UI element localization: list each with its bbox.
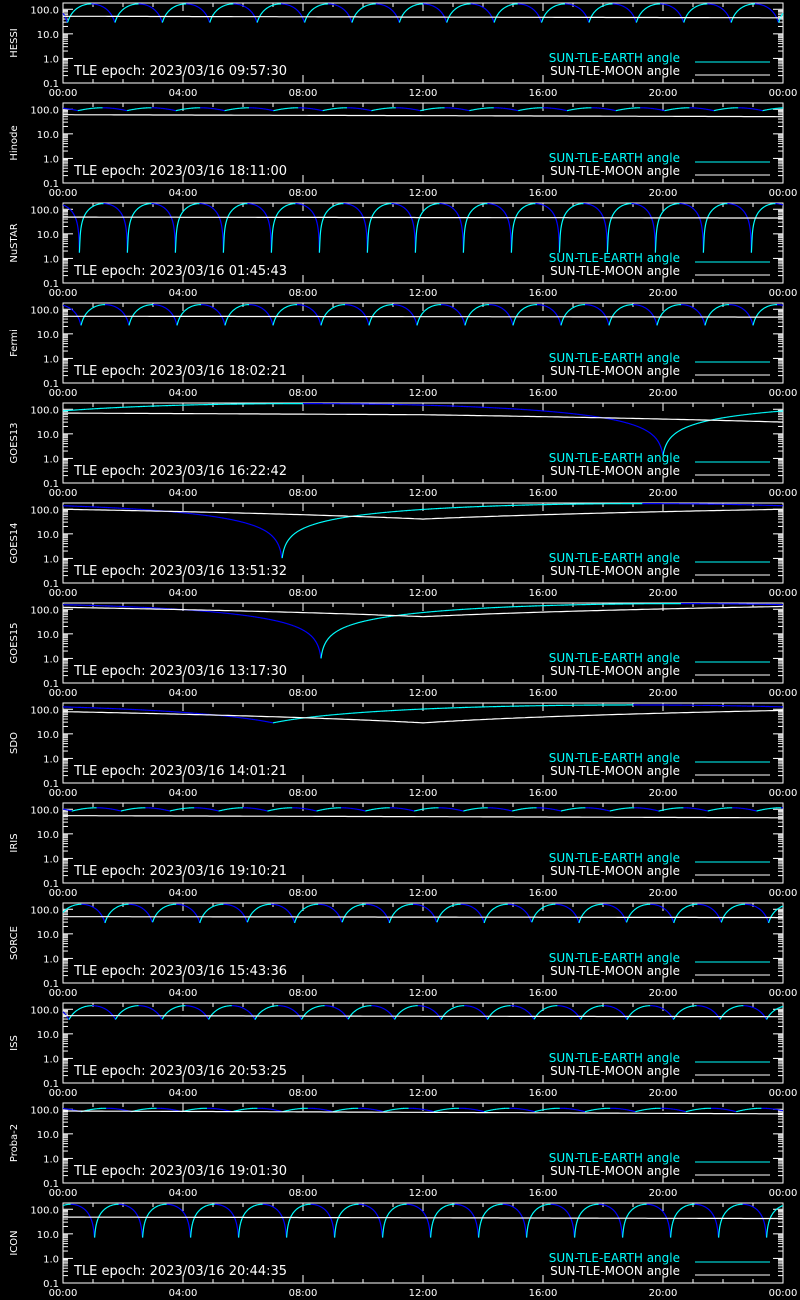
earth-angle-line-rising bbox=[78, 108, 783, 111]
moon-angle-line bbox=[63, 1111, 783, 1114]
moon-angle-series bbox=[63, 16, 783, 18]
earth-angle-line-rising bbox=[72, 808, 781, 811]
x-tick-label: 04:00 bbox=[168, 888, 198, 899]
x-tick-label: 00:00 bbox=[768, 488, 798, 499]
tle-epoch-label: TLE epoch: 2023/03/16 20:44:35 bbox=[74, 1264, 288, 1279]
x-tick-label: 20:00 bbox=[648, 688, 678, 699]
x-tick-label: 00:00 bbox=[48, 388, 78, 399]
legend-earth-label: SUN-TLE-EARTH angle bbox=[548, 851, 680, 865]
x-tick-label: 00:00 bbox=[48, 588, 78, 599]
legend-moon-label: SUN-TLE-MOON angle bbox=[550, 864, 680, 878]
x-tick-label: 00:00 bbox=[48, 1288, 78, 1299]
x-tick-label: 00:00 bbox=[768, 888, 798, 899]
x-tick-label: 04:00 bbox=[168, 188, 198, 199]
y-tick-label: 1.0 bbox=[43, 1054, 59, 1066]
x-tick-label: 12:00 bbox=[408, 888, 438, 899]
y-tick-label: 10.0 bbox=[36, 1229, 59, 1241]
x-tick-label: 12:00 bbox=[408, 988, 438, 999]
y-tick-label: 0.1 bbox=[43, 879, 59, 890]
x-tick-label: 20:00 bbox=[648, 288, 678, 299]
y-tick-label: 0.1 bbox=[43, 79, 59, 90]
legend-earth-label: SUN-TLE-EARTH angle bbox=[548, 951, 680, 965]
x-tick-label: 00:00 bbox=[48, 688, 78, 699]
x-tick-label: 04:00 bbox=[168, 1288, 198, 1299]
legend-earth-label: SUN-TLE-EARTH angle bbox=[548, 1251, 680, 1265]
x-tick-label: 04:00 bbox=[168, 488, 198, 499]
y-tick-label: 100.0 bbox=[30, 605, 59, 617]
satellite-label: GOES15 bbox=[9, 622, 20, 664]
earth-angle-line-rising bbox=[69, 1006, 783, 1020]
earth-angle-line-falling bbox=[71, 1204, 767, 1237]
y-tick-label: 0.1 bbox=[43, 679, 59, 690]
earth-angle-line-rising bbox=[67, 4, 783, 23]
x-tick-label: 16:00 bbox=[528, 88, 558, 99]
x-tick-label: 16:00 bbox=[528, 688, 558, 699]
earth-angle-series bbox=[63, 204, 783, 253]
legend-earth-label: SUN-TLE-EARTH angle bbox=[548, 1151, 680, 1165]
tle-epoch-label: TLE epoch: 2023/03/16 14:01:21 bbox=[74, 764, 288, 779]
legend-moon-label: SUN-TLE-MOON angle bbox=[550, 664, 680, 678]
y-tick-label: 1.0 bbox=[43, 154, 59, 166]
y-tick-label: 100.0 bbox=[30, 905, 59, 917]
x-tick-label: 20:00 bbox=[648, 88, 678, 99]
x-tick-label: 00:00 bbox=[768, 688, 798, 699]
tle-epoch-label: TLE epoch: 2023/03/16 19:01:30 bbox=[74, 1164, 288, 1179]
y-tick-label: 1.0 bbox=[43, 254, 59, 266]
x-tick-label: 12:00 bbox=[408, 1088, 438, 1099]
legend-moon-label: SUN-TLE-MOON angle bbox=[550, 564, 680, 578]
earth-angle-line-falling bbox=[303, 404, 663, 456]
x-tick-label: 00:00 bbox=[768, 188, 798, 199]
y-tick-label: 1.0 bbox=[43, 354, 59, 366]
y-tick-label: 0.1 bbox=[43, 579, 59, 590]
legend-moon-label: SUN-TLE-MOON angle bbox=[550, 264, 680, 278]
x-tick-label: 08:00 bbox=[288, 488, 318, 499]
x-tick-label: 16:00 bbox=[528, 488, 558, 499]
moon-angle-line bbox=[63, 917, 783, 918]
y-tick-label: 1.0 bbox=[43, 954, 59, 966]
x-tick-label: 04:00 bbox=[168, 688, 198, 699]
legend-earth-label: SUN-TLE-EARTH angle bbox=[548, 1051, 680, 1065]
satellite-label: NuSTAR bbox=[9, 223, 20, 263]
chart-panel-iris bbox=[9, 803, 797, 899]
y-tick-label: 10.0 bbox=[36, 29, 59, 41]
satellite-label: ISS bbox=[9, 1035, 20, 1051]
x-tick-label: 08:00 bbox=[288, 88, 318, 99]
tle-epoch-label: TLE epoch: 2023/03/16 01:45:43 bbox=[74, 264, 288, 279]
y-tick-label: 100.0 bbox=[30, 1005, 59, 1017]
x-tick-label: 20:00 bbox=[648, 1288, 678, 1299]
x-tick-label: 16:00 bbox=[528, 188, 558, 199]
y-tick-label: 10.0 bbox=[36, 1029, 59, 1041]
legend-moon-label: SUN-TLE-MOON angle bbox=[550, 464, 680, 478]
x-tick-label: 04:00 bbox=[168, 1188, 198, 1199]
x-tick-label: 12:00 bbox=[408, 88, 438, 99]
y-tick-label: 0.1 bbox=[43, 979, 59, 990]
x-tick-label: 20:00 bbox=[648, 488, 678, 499]
x-tick-label: 00:00 bbox=[768, 988, 798, 999]
y-tick-label: 0.1 bbox=[43, 279, 59, 290]
earth-angle-line-falling bbox=[63, 108, 763, 111]
earth-angle-series bbox=[63, 404, 783, 456]
x-tick-label: 00:00 bbox=[768, 288, 798, 299]
moon-angle-line bbox=[63, 115, 783, 117]
y-tick-label: 10.0 bbox=[36, 229, 59, 241]
x-tick-label: 16:00 bbox=[528, 288, 558, 299]
legend-earth-label: SUN-TLE-EARTH angle bbox=[548, 551, 680, 565]
y-tick-label: 100.0 bbox=[30, 405, 59, 417]
y-tick-label: 0.1 bbox=[43, 379, 59, 390]
satellite-label: HESSI bbox=[9, 28, 20, 58]
earth-angle-line-rising bbox=[63, 404, 783, 456]
chart-panel-goes15 bbox=[9, 603, 797, 699]
y-tick-label: 10.0 bbox=[36, 629, 59, 641]
moon-angle-series bbox=[63, 1016, 783, 1017]
x-tick-label: 00:00 bbox=[48, 1088, 78, 1099]
moon-angle-series bbox=[63, 413, 783, 422]
y-tick-label: 0.1 bbox=[43, 1279, 59, 1290]
chart-panel-hinode bbox=[9, 103, 797, 199]
legend-moon-label: SUN-TLE-MOON angle bbox=[550, 1264, 680, 1278]
x-tick-label: 12:00 bbox=[408, 788, 438, 799]
x-tick-label: 00:00 bbox=[48, 888, 78, 899]
moon-angle-line bbox=[63, 413, 783, 422]
x-tick-label: 20:00 bbox=[648, 588, 678, 599]
moon-angle-line bbox=[63, 710, 783, 723]
y-tick-label: 0.1 bbox=[43, 179, 59, 190]
chart-panel-sorce bbox=[9, 903, 797, 999]
tle-epoch-label: TLE epoch: 2023/03/16 16:22:42 bbox=[74, 464, 288, 479]
x-tick-label: 00:00 bbox=[48, 988, 78, 999]
moon-angle-line bbox=[63, 816, 783, 818]
x-tick-label: 20:00 bbox=[648, 1188, 678, 1199]
legend-earth-label: SUN-TLE-EARTH angle bbox=[548, 451, 680, 465]
x-tick-label: 04:00 bbox=[168, 988, 198, 999]
x-tick-label: 00:00 bbox=[48, 188, 78, 199]
y-tick-label: 100.0 bbox=[30, 105, 59, 117]
legend-earth-label: SUN-TLE-EARTH angle bbox=[548, 51, 680, 65]
tle-epoch-label: TLE epoch: 2023/03/16 19:10:21 bbox=[74, 864, 288, 879]
moon-angle-series bbox=[63, 1111, 783, 1114]
x-tick-label: 00:00 bbox=[768, 788, 798, 799]
x-tick-label: 12:00 bbox=[408, 288, 438, 299]
chart-panel-nustar bbox=[9, 203, 797, 299]
x-tick-label: 16:00 bbox=[528, 1088, 558, 1099]
x-tick-label: 08:00 bbox=[288, 388, 318, 399]
chart-panel-fermi bbox=[9, 303, 797, 399]
chart-panel-sdo bbox=[9, 703, 797, 799]
y-tick-label: 10.0 bbox=[36, 729, 59, 741]
y-tick-label: 0.1 bbox=[43, 779, 59, 790]
y-tick-label: 1.0 bbox=[43, 1254, 59, 1266]
x-tick-label: 16:00 bbox=[528, 788, 558, 799]
y-tick-label: 100.0 bbox=[30, 705, 59, 717]
x-tick-label: 00:00 bbox=[48, 488, 78, 499]
x-tick-label: 16:00 bbox=[528, 1188, 558, 1199]
x-tick-label: 00:00 bbox=[768, 588, 798, 599]
tle-epoch-label: TLE epoch: 2023/03/16 15:43:36 bbox=[74, 964, 288, 979]
legend-earth-label: SUN-TLE-EARTH angle bbox=[548, 651, 680, 665]
y-tick-label: 1.0 bbox=[43, 554, 59, 566]
y-tick-label: 10.0 bbox=[36, 429, 59, 441]
x-tick-label: 00:00 bbox=[48, 788, 78, 799]
y-tick-label: 1.0 bbox=[43, 54, 59, 66]
x-tick-label: 20:00 bbox=[648, 188, 678, 199]
legend-earth-label: SUN-TLE-EARTH angle bbox=[548, 151, 680, 165]
chart-panel-goes14 bbox=[9, 503, 797, 599]
tle-epoch-label: TLE epoch: 2023/03/16 09:57:30 bbox=[74, 64, 288, 79]
x-tick-label: 12:00 bbox=[408, 488, 438, 499]
x-tick-label: 16:00 bbox=[528, 388, 558, 399]
x-tick-label: 20:00 bbox=[648, 788, 678, 799]
legend-earth-label: SUN-TLE-EARTH angle bbox=[548, 351, 680, 365]
x-tick-label: 00:00 bbox=[768, 88, 798, 99]
x-tick-label: 08:00 bbox=[288, 888, 318, 899]
tle-epoch-label: TLE epoch: 2023/03/16 18:02:21 bbox=[74, 364, 288, 379]
x-tick-label: 04:00 bbox=[168, 388, 198, 399]
chart-panel-iss bbox=[9, 1003, 797, 1099]
x-tick-label: 12:00 bbox=[408, 1188, 438, 1199]
satellite-label: GOES13 bbox=[9, 422, 20, 464]
y-tick-label: 0.1 bbox=[43, 479, 59, 490]
satellite-label: ICON bbox=[9, 1230, 20, 1256]
x-tick-label: 16:00 bbox=[528, 988, 558, 999]
moon-angle-line bbox=[63, 16, 783, 18]
x-tick-label: 16:00 bbox=[528, 1288, 558, 1299]
chart-panel-proba-2 bbox=[9, 1103, 797, 1199]
satellite-label: SORCE bbox=[9, 926, 20, 960]
y-tick-label: 10.0 bbox=[36, 1129, 59, 1141]
y-tick-label: 1.0 bbox=[43, 854, 59, 866]
x-tick-label: 12:00 bbox=[408, 188, 438, 199]
y-tick-label: 100.0 bbox=[30, 505, 59, 517]
x-tick-label: 08:00 bbox=[288, 688, 318, 699]
x-tick-label: 08:00 bbox=[288, 1188, 318, 1199]
y-tick-label: 10.0 bbox=[36, 929, 59, 941]
tle-epoch-label: TLE epoch: 2023/03/16 20:53:25 bbox=[74, 1064, 288, 1079]
satellite-label: IRIS bbox=[9, 833, 20, 853]
x-tick-label: 16:00 bbox=[528, 888, 558, 899]
earth-angle-line-falling bbox=[81, 904, 768, 923]
x-tick-label: 12:00 bbox=[408, 588, 438, 599]
x-tick-label: 08:00 bbox=[288, 588, 318, 599]
tle-epoch-label: TLE epoch: 2023/03/16 18:11:00 bbox=[74, 164, 288, 179]
x-tick-label: 12:00 bbox=[408, 688, 438, 699]
satellite-label: SDO bbox=[9, 732, 20, 754]
legend-moon-label: SUN-TLE-MOON angle bbox=[550, 64, 680, 78]
legend-earth-label: SUN-TLE-EARTH angle bbox=[548, 251, 680, 265]
tle-epoch-label: TLE epoch: 2023/03/16 13:17:30 bbox=[74, 664, 288, 679]
y-tick-label: 1.0 bbox=[43, 1154, 59, 1166]
moon-angle-series bbox=[63, 710, 783, 723]
legend-earth-label: SUN-TLE-EARTH angle bbox=[548, 751, 680, 765]
y-tick-label: 100.0 bbox=[30, 1105, 59, 1117]
x-tick-label: 12:00 bbox=[408, 388, 438, 399]
chart-panel-hessi bbox=[9, 3, 797, 99]
legend-moon-label: SUN-TLE-MOON angle bbox=[550, 964, 680, 978]
earth-angle-line-rising bbox=[282, 504, 642, 558]
moon-angle-series bbox=[63, 115, 783, 117]
chart-panel-goes13 bbox=[9, 403, 797, 499]
x-tick-label: 16:00 bbox=[528, 588, 558, 599]
y-tick-label: 100.0 bbox=[30, 1205, 59, 1217]
x-tick-label: 04:00 bbox=[168, 588, 198, 599]
x-tick-label: 00:00 bbox=[48, 288, 78, 299]
y-tick-label: 1.0 bbox=[43, 654, 59, 666]
x-tick-label: 08:00 bbox=[288, 1288, 318, 1299]
legend-moon-label: SUN-TLE-MOON angle bbox=[550, 164, 680, 178]
x-tick-label: 08:00 bbox=[288, 288, 318, 299]
satellite-label: Proba-2 bbox=[9, 1123, 20, 1163]
x-tick-label: 08:00 bbox=[288, 788, 318, 799]
legend-moon-label: SUN-TLE-MOON angle bbox=[550, 364, 680, 378]
y-tick-label: 10.0 bbox=[36, 829, 59, 841]
y-tick-label: 10.0 bbox=[36, 129, 59, 141]
earth-angle-line-rising bbox=[79, 204, 775, 253]
y-tick-label: 1.0 bbox=[43, 454, 59, 466]
satellite-label: Fermi bbox=[9, 329, 20, 357]
x-tick-label: 20:00 bbox=[648, 888, 678, 899]
x-tick-label: 20:00 bbox=[648, 988, 678, 999]
moon-angle-series bbox=[63, 316, 783, 317]
y-tick-label: 10.0 bbox=[36, 329, 59, 341]
y-tick-label: 100.0 bbox=[30, 205, 59, 217]
y-tick-label: 0.1 bbox=[43, 1179, 59, 1190]
chart-panel-icon bbox=[9, 1203, 797, 1299]
y-tick-label: 1.0 bbox=[43, 754, 59, 766]
earth-angle-line-falling bbox=[63, 1006, 767, 1020]
x-tick-label: 08:00 bbox=[288, 1088, 318, 1099]
x-tick-label: 00:00 bbox=[768, 1088, 798, 1099]
x-tick-label: 00:00 bbox=[48, 88, 78, 99]
moon-angle-series bbox=[63, 816, 783, 818]
satellite-label: GOES14 bbox=[9, 522, 20, 564]
x-tick-label: 08:00 bbox=[288, 188, 318, 199]
legend-moon-label: SUN-TLE-MOON angle bbox=[550, 1164, 680, 1178]
x-tick-label: 20:00 bbox=[648, 1088, 678, 1099]
earth-angle-line-falling bbox=[63, 4, 779, 23]
satellite-label: Hinode bbox=[9, 125, 20, 161]
legend-moon-label: SUN-TLE-MOON angle bbox=[550, 764, 680, 778]
y-tick-label: 10.0 bbox=[36, 529, 59, 541]
earth-angle-line-rising bbox=[273, 705, 633, 723]
x-tick-label: 04:00 bbox=[168, 288, 198, 299]
x-tick-label: 00:00 bbox=[768, 388, 798, 399]
x-tick-label: 04:00 bbox=[168, 88, 198, 99]
x-tick-label: 04:00 bbox=[168, 788, 198, 799]
earth-angle-line-rising bbox=[81, 305, 777, 326]
x-tick-label: 00:00 bbox=[48, 1188, 78, 1199]
x-tick-label: 08:00 bbox=[288, 988, 318, 999]
x-tick-label: 00:00 bbox=[768, 1188, 798, 1199]
moon-angle-line bbox=[63, 1016, 783, 1017]
legend-moon-label: SUN-TLE-MOON angle bbox=[550, 1064, 680, 1078]
tle-epoch-label: TLE epoch: 2023/03/16 13:51:32 bbox=[74, 564, 288, 579]
y-tick-label: 100.0 bbox=[30, 5, 59, 17]
y-tick-label: 100.0 bbox=[30, 805, 59, 817]
x-tick-label: 00:00 bbox=[768, 1288, 798, 1299]
moon-angle-series bbox=[63, 917, 783, 918]
x-tick-label: 20:00 bbox=[648, 388, 678, 399]
x-tick-label: 12:00 bbox=[408, 1288, 438, 1299]
y-tick-label: 0.1 bbox=[43, 1079, 59, 1090]
y-tick-label: 100.0 bbox=[30, 305, 59, 317]
moon-angle-line bbox=[63, 316, 783, 317]
x-tick-label: 04:00 bbox=[168, 1088, 198, 1099]
